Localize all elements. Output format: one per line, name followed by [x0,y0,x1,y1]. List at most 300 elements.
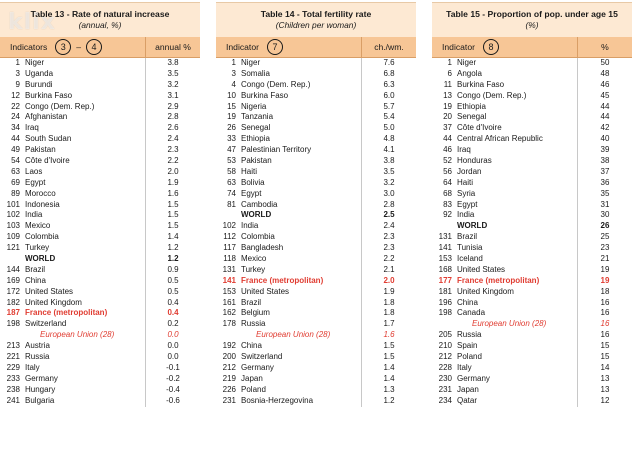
rank-cell: 118 [223,254,236,264]
value-cell: 35 [577,189,632,200]
value-cell: 1.5 [145,221,200,232]
table-row [216,308,416,319]
table-14 [216,2,416,453]
rank-cell: 182 [6,297,20,307]
rank-cell: 53 [227,156,236,166]
value-cell: 5.0 [361,123,416,134]
rank-cell: 1 [15,58,20,67]
country-cell: Belgium [241,308,270,318]
value-cell: 6.8 [361,69,416,80]
rank-cell: 74 [227,188,236,198]
country-cell: South Sudan [25,134,72,144]
rank-cell: 153 [222,286,236,296]
value-cell: -0.1 [145,363,200,374]
country-cell: Jordan [457,166,482,176]
country-cell: Egypt [25,177,46,187]
rank-cell: 37 [443,123,452,133]
rank-cell: 63 [227,177,236,187]
table-row [0,352,200,363]
country-cell: WORLD [25,254,56,264]
country-cell: Haiti [457,177,474,187]
rank-cell: 83 [443,199,452,209]
country-cell: United States [457,264,506,274]
rank-cell [0,254,20,265]
marker-separator: – [76,42,82,52]
value-cell: 3.2 [145,80,200,91]
indicator-label: Indicators [10,42,48,52]
rank-cell: 11 [443,79,452,89]
table-row [432,189,632,200]
value-cell: 3.0 [361,189,416,200]
rank-cell: 89 [11,188,20,198]
value-cell: 4.1 [361,145,416,156]
country-cell: Colombia [25,232,59,242]
table-row [432,80,632,91]
rank-cell: 54 [11,156,20,166]
table-row [216,221,416,232]
rank-cell: 33 [227,134,236,144]
value-cell: 21 [577,254,632,265]
rank-cell: 19 [443,101,452,111]
rank-cell: 187 [6,308,20,318]
table-header [432,37,632,58]
table-row [0,145,200,156]
value-cell: 0.0 [145,341,200,352]
table-row [432,265,632,276]
table-row [0,265,200,276]
table-row [432,287,632,298]
country-cell: China [241,341,262,351]
value-cell: 2.3 [361,232,416,243]
table-row [0,134,200,145]
country-cell: China [457,297,478,307]
value-cell: 45 [577,91,632,102]
table-subtitle: (Children per woman) [275,20,357,30]
value-cell: 50 [577,58,632,69]
country-cell: Ethiopia [457,101,486,111]
rank-cell: 234 [438,395,452,405]
country-cell: Tunisia [457,243,483,253]
country-cell: Colombia [241,232,275,242]
table-row [216,352,416,363]
country-cell: Germany [457,373,490,383]
unit-header: % [577,37,632,57]
value-cell: -0.4 [145,385,200,396]
rank-cell: 144 [6,264,20,274]
table-row [432,308,632,319]
value-cell: 1.6 [361,330,416,341]
rank-cell: 153 [438,254,452,264]
rank-cell [432,221,452,232]
country-cell: Austria [25,341,50,351]
rank-cell: 34 [11,123,20,133]
value-cell: 25 [577,232,632,243]
rank-cell: 141 [222,275,236,285]
value-cell: 1.4 [361,363,416,374]
table-row [432,112,632,123]
rank-cell: 226 [222,384,236,394]
rank-cell: 172 [6,286,20,296]
table-row [432,298,632,309]
table-subtitle: (%) [525,20,539,30]
rank-cell: 103 [6,221,20,231]
table-row [432,156,632,167]
rank-cell: 228 [438,362,452,372]
table-row [0,221,200,232]
value-cell: 1.5 [145,210,200,221]
table-row [432,58,632,69]
rank-cell: 205 [438,330,452,340]
country-cell: Morocco [25,188,56,198]
table-row [216,189,416,200]
rank-cell: 196 [438,297,452,307]
rank-cell: 212 [222,362,236,372]
value-cell: 2.5 [361,210,416,221]
rank-cell: 131 [222,264,236,274]
value-cell: 3.2 [361,178,416,189]
rank-cell: 1 [447,58,452,67]
value-cell: 16 [577,308,632,319]
value-cell: 39 [577,145,632,156]
value-cell: 15 [577,341,632,352]
table-row [216,178,416,189]
rank-cell: 101 [6,199,20,209]
country-cell: Iceland [457,254,483,264]
table-row [432,341,632,352]
rank-cell: 81 [227,199,236,209]
table-row [0,341,200,352]
value-cell: 0.5 [145,287,200,298]
table-row [0,80,200,91]
value-cell: 2.8 [361,200,416,211]
country-cell: Indonesia [25,199,60,209]
rank-cell: 24 [11,112,20,122]
value-cell: 38 [577,156,632,167]
value-cell: 13 [577,374,632,385]
rank-cell: 6 [447,68,452,78]
table-row [216,330,416,341]
value-cell: 23 [577,243,632,254]
country-cell: Qatar [457,395,478,405]
table-row [432,123,632,134]
country-cell: European Union (28) [256,330,331,340]
table-row [0,200,200,211]
value-cell: 2.0 [361,276,416,287]
rank-cell: 92 [443,210,452,220]
value-cell: 2.3 [361,243,416,254]
value-cell: 1.3 [361,385,416,396]
table-subtitle: (annual, %) [78,20,122,30]
rank-cell: 198 [438,308,452,318]
country-cell: Italy [25,362,40,372]
table-row [216,112,416,123]
country-cell: Egypt [241,188,262,198]
country-cell: Brazil [241,297,262,307]
country-cell: United States [241,286,290,296]
country-cell: Bolivia [241,177,265,187]
value-cell: 1.9 [361,287,416,298]
indicator-marker: 7 [267,39,283,55]
rank-cell: 141 [438,243,452,253]
value-cell: 16 [577,330,632,341]
rank-cell: 3 [15,68,20,78]
table-row [432,396,632,407]
indicator-label: Indicator [226,42,259,52]
table-body [0,58,200,407]
table-row [216,396,416,407]
rank-cell: 102 [222,221,236,231]
value-cell: 37 [577,167,632,178]
table-row [0,330,200,341]
rank-cell: 58 [227,166,236,176]
table-row [216,385,416,396]
value-cell: 18 [577,287,632,298]
value-cell: 4.8 [361,134,416,145]
country-cell: Haiti [241,166,258,176]
value-cell: 0.9 [145,265,200,276]
country-cell: Germany [241,362,274,372]
value-cell: 3.5 [145,69,200,80]
table-title: Table 15 - Proportion of pop. under age 15 [446,9,618,19]
rank-cell: 109 [6,232,20,242]
country-cell: Russia [241,319,266,329]
country-cell: European Union (28) [472,319,547,329]
value-cell: 2.1 [361,265,416,276]
country-cell: Russia [25,352,50,362]
table-row [216,363,416,374]
value-cell: 2.8 [145,112,200,123]
value-cell: 44 [577,102,632,113]
rank-cell: 26 [227,123,236,133]
table-row [432,385,632,396]
country-cell: India [241,221,259,231]
country-cell: Turkey [241,264,266,274]
country-cell: Mexico [25,221,51,231]
table-row [216,134,416,145]
table-row [0,276,200,287]
value-cell: 2.9 [145,102,200,113]
country-cell: Japan [457,384,479,394]
table-row [0,102,200,113]
rank-cell: 161 [222,297,236,307]
value-cell: -0.2 [145,374,200,385]
rank-cell: 52 [443,156,452,166]
table-row [216,69,416,80]
table-row [216,58,416,69]
table-row [216,254,416,265]
country-cell: Palestinian Territory [241,145,312,155]
value-cell: 1.2 [145,254,200,265]
table-row [0,363,200,374]
rank-cell: 177 [438,275,452,285]
value-cell: 1.4 [145,232,200,243]
table-row [432,232,632,243]
country-cell: China [25,275,46,285]
value-cell: 2.0 [145,167,200,178]
value-cell: -0.6 [145,396,200,407]
value-cell: 0.4 [145,298,200,309]
country-cell: Angola [457,68,482,78]
rank-cell: 44 [11,134,20,144]
indicator-label: Indicator [442,42,475,52]
rank-cell: 20 [443,112,452,122]
value-cell: 16 [577,319,632,330]
table-row [0,287,200,298]
country-cell: Switzerland [241,352,283,362]
country-cell: Brazil [25,264,46,274]
value-cell: 2.6 [145,123,200,134]
value-cell: 6.3 [361,80,416,91]
rank-cell: 238 [6,384,20,394]
table-row [0,232,200,243]
country-cell: Canada [457,308,486,318]
rank-cell: 47 [227,145,236,155]
table-row [0,178,200,189]
rank-cell: 15 [227,101,236,111]
rank-cell [216,210,236,221]
rank-cell: 181 [438,286,452,296]
table-13 [0,2,200,453]
value-cell: 7.6 [361,58,416,69]
table-row [432,200,632,211]
unit-header: annual % [145,37,200,57]
table-row [0,189,200,200]
country-cell: Germany [25,373,58,383]
country-cell: Pakistan [25,145,56,155]
value-cell: 1.9 [145,178,200,189]
value-cell: 0.4 [145,308,200,319]
table-row [216,200,416,211]
value-cell: 19 [577,276,632,287]
table-row [0,396,200,407]
value-cell: 44 [577,112,632,123]
rank-cell: 44 [443,134,452,144]
country-cell: United Kingdom [457,286,514,296]
indicator-header [0,39,145,55]
table-row [432,102,632,113]
country-cell: Burkina Faso [457,79,505,89]
value-cell: 14 [577,363,632,374]
table-row [216,123,416,134]
country-cell: Italy [457,362,472,372]
value-cell: 36 [577,178,632,189]
country-cell: Niger [241,58,261,67]
value-cell: 2.4 [145,134,200,145]
country-cell: Niger [457,58,477,67]
value-cell: 48 [577,69,632,80]
table-row [0,385,200,396]
country-cell: Switzerland [25,319,67,329]
value-cell: 3.5 [361,167,416,178]
country-cell: Syria [457,188,476,198]
value-cell: 0.2 [145,319,200,330]
country-cell: Burkina Faso [25,90,73,100]
table-row [216,276,416,287]
table-caption [432,2,632,37]
rank-cell: 19 [227,112,236,122]
table-row [432,330,632,341]
indicator-header [432,39,577,55]
country-cell: India [457,210,475,220]
value-cell: 1.6 [145,189,200,200]
table-row [216,102,416,113]
value-cell: 2.4 [361,221,416,232]
table-row [216,232,416,243]
table-body [432,58,632,407]
rank-cell [0,330,20,341]
value-cell: 19 [577,265,632,276]
rank-cell: 213 [6,341,20,351]
country-cell: Hungary [25,384,56,394]
table-row [216,298,416,309]
country-cell: Bosnia-Herzegovina [241,395,314,405]
rank-cell: 4 [231,79,236,89]
country-cell: Cambodia [241,199,278,209]
value-cell: 16 [577,298,632,309]
value-cell: 1.4 [361,374,416,385]
rank-cell: 192 [222,341,236,351]
country-cell: Burkina Faso [241,90,289,100]
table-header [0,37,200,58]
country-cell: Uganda [25,68,54,78]
country-cell: Congo (Dem. Rep.) [25,101,95,111]
rank-cell: 169 [6,275,20,285]
table-row [0,69,200,80]
country-cell: Congo (Dem. Rep.) [457,90,527,100]
value-cell: 3.1 [145,91,200,102]
table-row [216,243,416,254]
rank-cell: 1 [231,58,236,67]
country-cell: Egypt [457,199,478,209]
table-row [432,363,632,374]
value-cell: 26 [577,221,632,232]
value-cell: 46 [577,80,632,91]
rank-cell: 68 [443,188,452,198]
value-cell: 13 [577,385,632,396]
table-row [216,91,416,102]
country-cell: Somalia [241,68,270,78]
table-row [216,210,416,221]
country-cell: Japan [241,373,263,383]
table-row [432,91,632,102]
value-cell: 15 [577,352,632,363]
rank-cell: 231 [222,395,236,405]
value-cell: 1.7 [361,319,416,330]
value-cell: 1.2 [145,243,200,254]
country-cell: Bulgaria [25,395,55,405]
table-row [0,319,200,330]
country-cell: Pakistan [241,156,272,166]
value-cell: 1.8 [361,298,416,309]
country-cell: Turkey [25,243,50,253]
table-row [0,91,200,102]
value-cell: 2.2 [361,254,416,265]
rank-cell: 168 [438,264,452,274]
rank-cell: 121 [6,243,20,253]
value-cell: 6.0 [361,91,416,102]
table-15 [432,2,632,453]
table-row [432,134,632,145]
table-row [432,221,632,232]
rank-cell: 3 [231,68,236,78]
country-cell: Central African Republic [457,134,543,144]
rank-cell: 200 [222,352,236,362]
value-cell: 0.5 [145,276,200,287]
value-cell: 1.5 [361,341,416,352]
rank-cell [432,319,452,330]
table-row [216,265,416,276]
country-cell: Côte d'Ivoire [457,123,502,133]
